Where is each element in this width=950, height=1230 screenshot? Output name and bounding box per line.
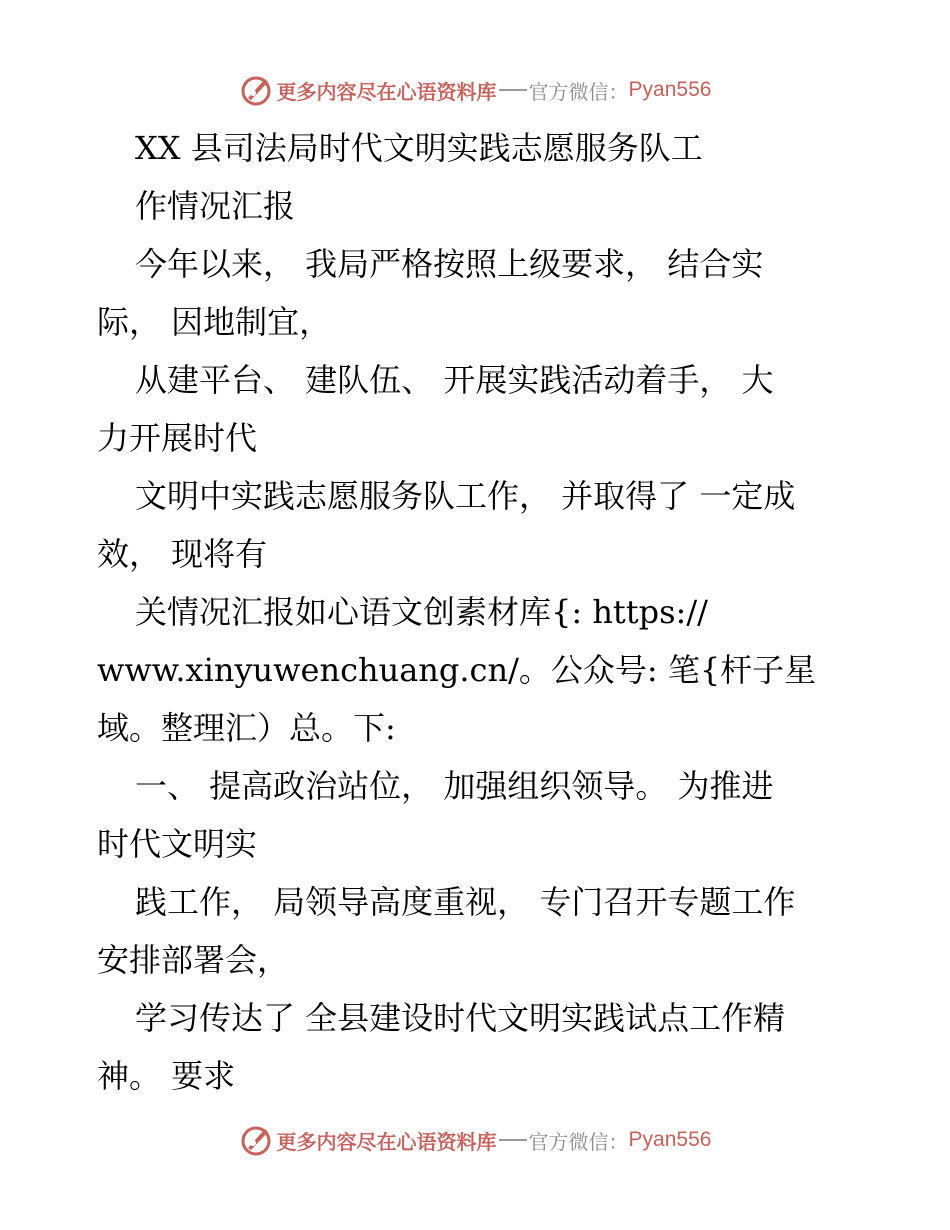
paragraph-line: 效， 现将有 xyxy=(97,535,268,573)
paragraph-line: 际， 因地制宜， xyxy=(97,303,332,341)
quill-seal-icon xyxy=(239,73,273,107)
paragraph-line: 神。 要求 xyxy=(97,1057,236,1095)
paragraph-line: 域。整理汇）总。下: xyxy=(97,709,396,747)
paragraph-line: www.xinyuwenchuang.cn/。公众号: 笔{杆子星 xyxy=(97,651,817,689)
paragraph-line: 从建平台、 建队伍、 开展实践活动着手， 大 xyxy=(135,361,774,399)
watermark-wechat-id: Pyan556 xyxy=(628,78,712,101)
paragraph-line: 文明中实践志愿服务队工作， 并取得了 一定成 xyxy=(135,477,796,515)
paragraph-line: 践工作， 局领导高度重视， 专门召开专题工作 xyxy=(135,883,796,921)
paragraph-line: 学习传达了 全县建设时代文明实践试点工作精 xyxy=(135,999,786,1037)
quill-seal-icon xyxy=(239,1123,273,1157)
watermark-wechat-label: 官方微信： xyxy=(528,79,629,104)
title-line-2: 作情况汇报 xyxy=(135,187,296,225)
watermark-wechat-id: Pyan556 xyxy=(628,1128,712,1151)
paragraph-line: 关情况汇报如心语文创素材库{: https:// xyxy=(135,593,708,631)
footer-watermark xyxy=(0,1120,950,1160)
watermark-brand: 更多内容尽在心语资料库 xyxy=(276,79,497,104)
title-line-1: XX 县司法局时代文明实践志愿服务队工 xyxy=(135,129,703,167)
paragraph-line: 时代文明实 xyxy=(97,825,258,863)
paragraph-line: 安排部署会， xyxy=(97,941,290,979)
paragraph-line: 力开展时代 xyxy=(97,419,258,457)
paragraph-line: 今年以来， 我局严格按照上级要求， 结合实 xyxy=(135,245,764,283)
watermark-dash xyxy=(499,89,527,91)
watermark-dash xyxy=(499,1139,527,1141)
watermark-brand: 更多内容尽在心语资料库 xyxy=(276,1129,497,1154)
watermark-wechat-label: 官方微信： xyxy=(528,1129,629,1154)
section-heading-line: 一、 提高政治站位， 加强组织领导。 为推进 xyxy=(135,767,774,805)
header-watermark xyxy=(0,70,950,110)
